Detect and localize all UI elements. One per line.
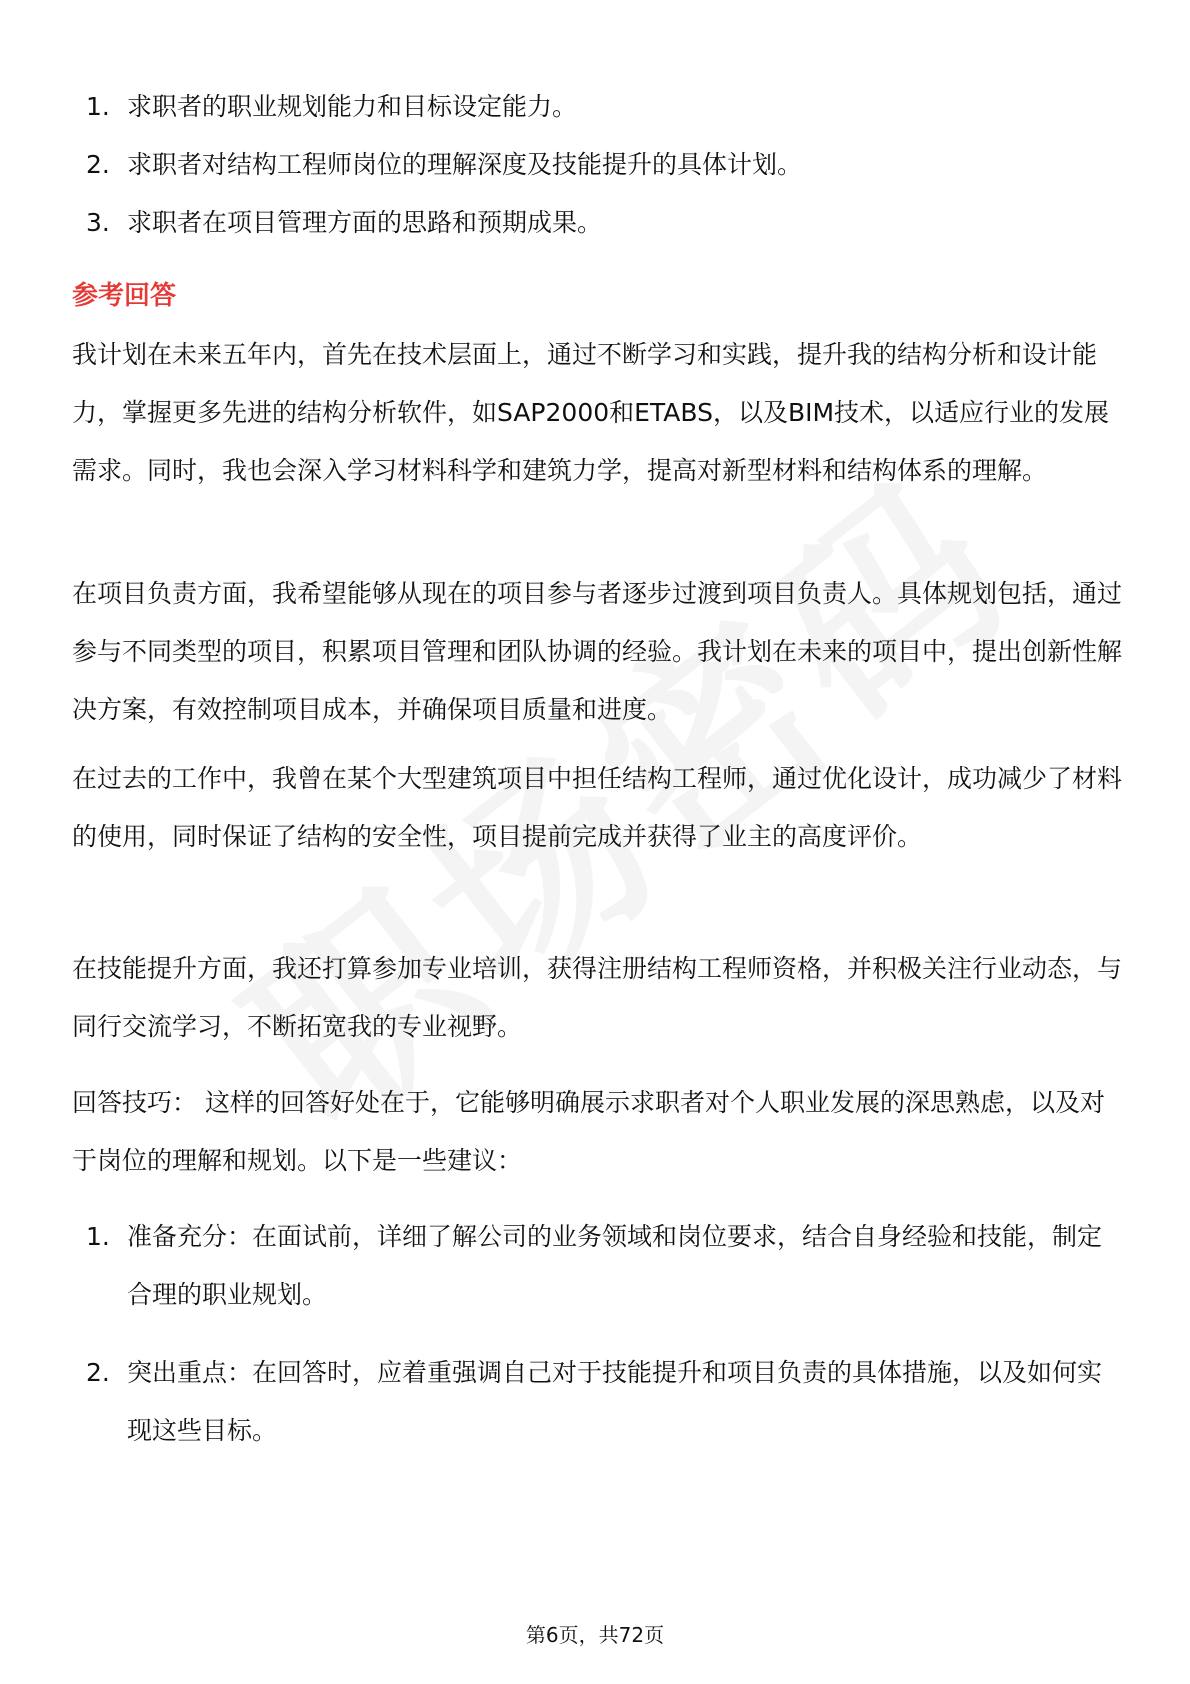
page-footer: 第6页，共72页 — [525, 1623, 665, 1647]
answer-paragraph: 在项目负责方面，我希望能够从现在的项目参与者逐步过渡到项目负责人。具体规划包括，通过参与不同类型的项目，积累项目管理和团队协调的经验。我计划在未来的项目中，提出创新性解决方案，有效控制项目成本，并确保项目质量和进度。 — [72, 579, 1123, 724]
tips-intro-paragraph: 回答技巧： 这样的回答好处在于，它能够明确展示求职者对个人职业发展的深思熟虑，以及对于岗位的理解和规划。以下是一些建议： — [72, 1088, 1105, 1175]
answer-paragraph: 在过去的工作中，我曾在某个大型建筑项目中担任结构工程师，通过优化设计，成功减少了材料的使用，同时保证了结构的安全性，项目提前完成并获得了业主的高度评价。 — [72, 764, 1123, 851]
list-text: 求职者对结构工程师岗位的理解深度及技能提升的具体计划。 — [127, 150, 803, 179]
list-text: 突出重点：在回答时，应着重强调自己对于技能提升和项目负责的具体措施，以及如何实现这些目标。 — [127, 1358, 1103, 1445]
list-item — [72, 136, 1122, 194]
list-number: 3. — [86, 208, 110, 237]
question-focus-list — [72, 78, 1122, 252]
list-item — [72, 1344, 1122, 1460]
tips-list — [72, 1208, 1122, 1480]
answer-paragraph: 在技能提升方面，我还打算参加专业培训，获得注册结构工程师资格，并积极关注行业动态，与同行交流学习，不断拓宽我的专业视野。 — [72, 954, 1123, 1041]
list-text: 求职者的职业规划能力和目标设定能力。 — [127, 92, 578, 121]
list-number: 1. — [86, 1222, 110, 1251]
list-number: 2. — [86, 150, 110, 179]
section-heading: 参考回答 — [72, 281, 177, 311]
list-item — [72, 1208, 1122, 1324]
list-text: 求职者在项目管理方面的思路和预期成果。 — [127, 208, 603, 237]
list-item — [72, 78, 1122, 136]
list-text: 准备充分：在面试前，详细了解公司的业务领域和岗位要求，结合自身经验和技能，制定合理的职业规划。 — [127, 1222, 1103, 1309]
list-number: 2. — [86, 1358, 110, 1387]
list-item — [72, 194, 1122, 252]
answer-paragraph: 我计划在未来五年内，首先在技术层面上，通过不断学习和实践，提升我的结构分析和设计能力，掌握更多先进的结构分析软件，如SAP2000和ETABS，以及BIM技术，以适应行业的发展需求。同时，我也会深入学习材料科学和建筑力学，提高对新型材料和结构体系的理解。 — [72, 340, 1110, 485]
list-number: 1. — [86, 92, 110, 121]
